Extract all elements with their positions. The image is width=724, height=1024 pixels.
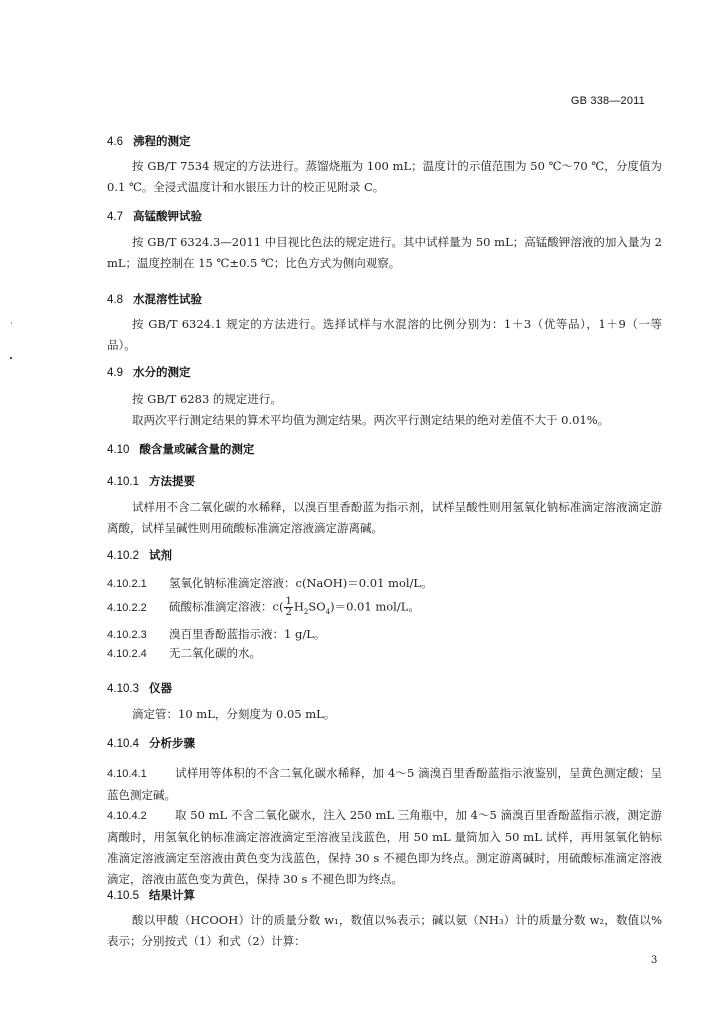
section-number: 4.10.4 <box>107 738 139 750</box>
item-text-pre: 硫酸标准滴定溶液：c( <box>169 599 284 614</box>
reagent-item <box>107 645 261 661</box>
paragraph-4-9-line1: 按 GB/T 6283 的规定进行。 <box>132 392 282 406</box>
item-text: 无二氧化碳的水。 <box>169 646 261 660</box>
section-heading-4-10-2 <box>107 547 172 563</box>
section-number: 4.10 <box>107 444 130 456</box>
section-number: 4.6 <box>107 136 123 148</box>
scan-artifact <box>11 322 12 324</box>
page-number: 3 <box>651 955 658 966</box>
item-text: 试样用等体积的不含二氧化碳水稀释，加 4～5 滴溴百里香酚蓝指示液鉴别，呈黄色测定酸；呈蓝色测定碱。 <box>107 766 662 802</box>
reagent-item <box>107 626 325 642</box>
section-title: 水分的测定 <box>133 365 191 379</box>
paragraph-4-6: 按 GB/T 7534 规定的方法进行。蒸馏烧瓶为 100 mL；温度计的示值范围为 50 ℃～70 ℃，分度值为 0.1 ℃。全浸式温度计和水银压力计的校正见附录 C。 <box>107 159 662 194</box>
section-title: 水混溶性试验 <box>133 292 202 306</box>
reagent-item: 4.10.2.2 硫酸标准滴定溶液：c( $\frac{1}{2}$ $H_2SO_4)=0.01$ mol/L。 <box>107 596 420 618</box>
paragraph-4-8: 按 GB/T 6324.1 规定的方法进行。选择试样与水混溶的比例分别为：1＋3（优等品），1＋9（一等品）。 <box>107 317 662 352</box>
item-number: 4.10.2.3 <box>107 629 147 641</box>
section-title: 酸含量或碱含量的测定 <box>139 442 255 456</box>
section-number: 4.8 <box>107 294 123 306</box>
procedure-item-4-10-4-2 <box>107 805 662 890</box>
section-title: 结果计算 <box>148 888 195 902</box>
section-title: 方法提要 <box>148 474 195 488</box>
section-title: 分析步骤 <box>148 736 195 750</box>
section-heading-4-10-5 <box>107 887 195 903</box>
scan-artifact <box>10 357 12 359</box>
procedure-item-4-10-4-1 <box>107 763 662 806</box>
reagent-item <box>107 575 433 591</box>
section-title: 高锰酸钾试验 <box>133 209 202 223</box>
section-heading-4-9 <box>107 364 191 380</box>
item-text: 取 50 mL 不含二氧化碳水，注入 250 mL 三角瓶中，加 4～5 滴溴百里香酚蓝指示液，测定游离酸时，用氢氧化钠标准滴定溶液滴定至溶液呈浅蓝色，用 50 mL 量筒加入 50 mL 试样，再用氢氧化钠标准滴定溶液滴定至溶液由黄色变为浅蓝色，保持 30 s 不褪色即为终点。测定游离碱时，用硫酸标准滴定溶液滴定，溶液由蓝色变为黄色，保持 30 s 不褪色即为终点。 <box>107 808 662 886</box>
section-heading-4-10-1 <box>107 473 195 489</box>
section-number: 4.7 <box>107 211 123 223</box>
section-heading-4-10 <box>107 441 254 457</box>
item-number: 4.10.4.2 <box>107 810 147 822</box>
item-number: 4.10.2.2 <box>107 601 147 614</box>
item-number: 4.10.2.4 <box>107 648 147 660</box>
section-heading-4-6 <box>107 133 191 149</box>
section-title: 沸程的测定 <box>133 134 191 148</box>
section-number: 4.10.3 <box>107 683 139 695</box>
item-text: 氢氧化钠标准滴定溶液：c(NaOH)＝0.01 mol/L。 <box>169 576 433 590</box>
item-text: 溴百里香酚蓝指示液：1 g/L。 <box>169 627 326 641</box>
paragraph-4-10-3: 滴定管：10 mL，分刻度为 0.05 mL。 <box>132 707 336 721</box>
section-number: 4.10.2 <box>107 550 139 562</box>
section-number: 4.10.1 <box>107 476 139 488</box>
section-title: 仪器 <box>148 681 172 695</box>
section-heading-4-10-4 <box>107 735 195 751</box>
item-number: 4.10.4.1 <box>107 768 147 780</box>
paragraph-4-10-1: 试样用不含二氧化碳的水稀释，以溴百里香酚蓝为指示剂，试样呈酸性则用氢氧化钠标准滴定溶液滴定游离酸，试样呈碱性则用硫酸标准滴定溶液滴定游离碱。 <box>107 500 662 535</box>
paragraph-4-9-line2: 取两次平行测定结果的算术平均值为测定结果。两次平行测定结果的绝对差值不大于 0.01%。 <box>132 413 610 427</box>
item-number: 4.10.2.1 <box>107 578 147 590</box>
section-heading-4-7 <box>107 208 202 224</box>
section-number: 4.9 <box>107 367 123 379</box>
standard-code: GB 338—2011 <box>570 95 645 107</box>
section-title: 试剂 <box>148 548 172 562</box>
section-heading-4-10-3 <box>107 680 172 696</box>
fraction-one-half: $\frac{1}{2}$ <box>285 596 292 618</box>
paragraph-4-7: 按 GB/T 6324.3—2011 中目视比色法的规定进行。其中试样量为 50 mL；高锰酸钾溶液的加入量为 2 mL；温度控制在 15 ℃±0.5 ℃；比色方式为侧向观察。 <box>107 235 662 270</box>
paragraph-4-10-5: 酸以甲酸（HCOOH）计的质量分数 w₁，数值以%表示；碱以氨（NH₃）计的质量分数 w₂，数值以%表示；分别按式（1）和式（2）计算： <box>107 913 662 948</box>
section-number: 4.10.5 <box>107 890 139 902</box>
section-heading-4-8 <box>107 291 202 307</box>
